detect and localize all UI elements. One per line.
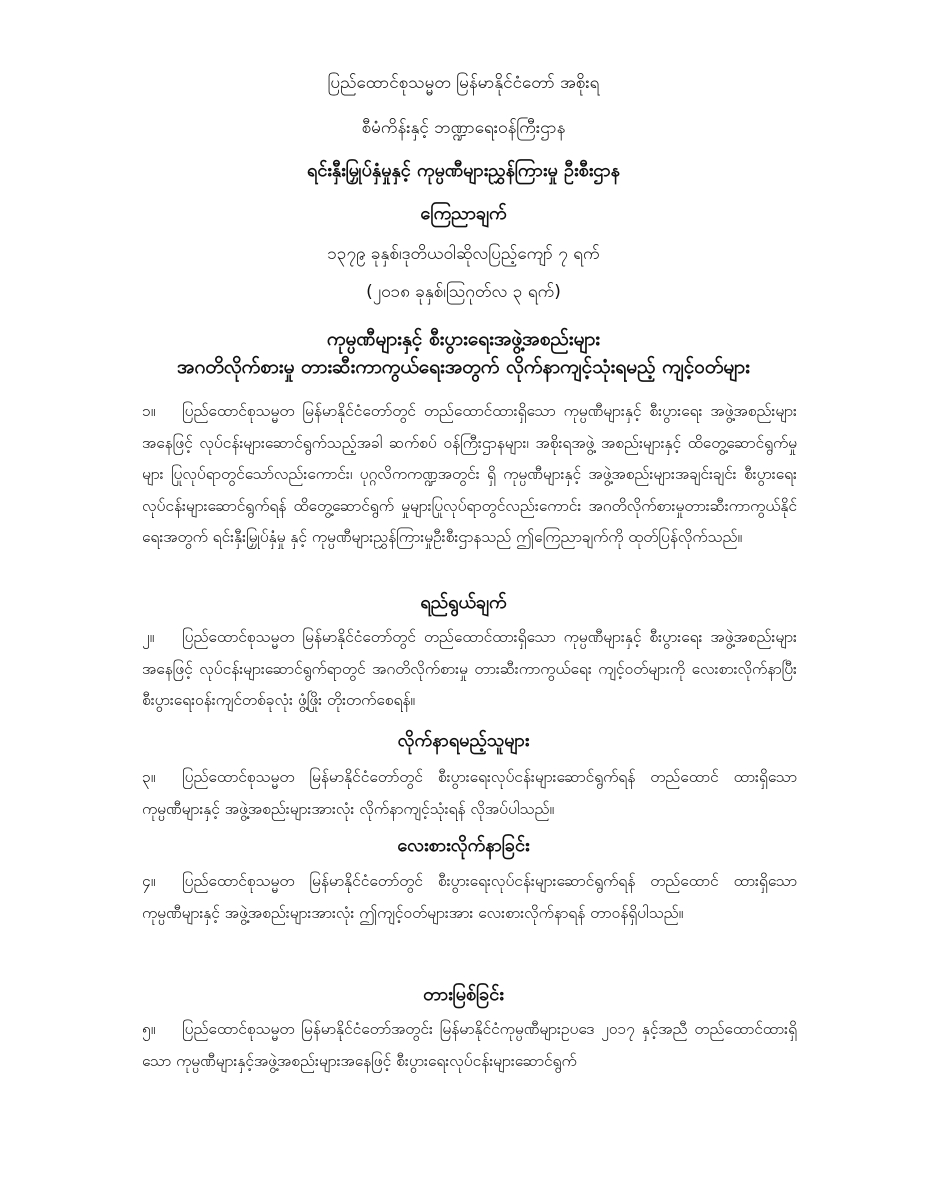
paragraph-5 <box>142 1014 797 1077</box>
paragraph-number: ၃။ <box>142 768 156 786</box>
date-myanmar: ၁၃၇၉ ခုနှစ်၊ဒုတိယဝါဆိုလပြည့်ကျော် ၇ ရက် <box>327 244 600 264</box>
section-heading-prohibition: တားမြစ်ခြင်း <box>423 984 504 1005</box>
document-title-line1: ကုမ္ပဏီများနှင့် စီးပွားရေးအဖွဲ့အစည်းများ <box>326 328 601 350</box>
paragraph-number: ၅။ <box>142 1020 156 1038</box>
header-announcement: ကြေညာချက် <box>420 203 507 224</box>
paragraph-text: ပြည်ထောင်စုသမ္မတ မြန်မာနိုင်ငံတော်တွင် တည်ထောင်ထားရှိသော ကုမ္ပဏီများနှင့် စီးပွားရေး အဖွဲ့အစည်းများအနေဖြင့် လုပ်ငန်းများဆောင်ရွက်ရာတွင် အဂတိလိုက်စားမှု တားဆီးကာကွယ်ရေး ကျင့်ဝတ်များကို လေးစားလိုက်နာပြီး စီးပွားရေးဝန်းကျင်တစ်ခုလုံး ဖွံ့ဖြိုး တိုးတက်စေရန်။ <box>142 628 797 709</box>
paragraph-text: ပြည်ထောင်စုသမ္မတ မြန်မာနိုင်ငံတော်တွင် တည်ထောင်ထားရှိသော ကုမ္ပဏီများနှင့် စီးပွားရေး အဖွဲ့အစည်းများအနေဖြင့် လုပ်ငန်းများဆောင်ရွက်သည့်အခါ ဆက်စပ် ဝန်ကြီးဌာနများ၊ အစိုးရအဖွဲ့ အစည်းများနှင့် ထိတွေ့ဆောင်ရွက်မှုများ ပြုလုပ်ရာတွင်သော်လည်းကောင်း၊ ပုဂ္ဂလိကကဏ္ဍအတွင်း ရှိ ကုမ္ပဏီများနှင့် အဖွဲ့အစည်းများအချင်းချင်း စီးပွားရေးလုပ်ငန်းများဆောင်ရွက်ရန် ထိတွေ့ဆောင်ရွက် မှုများပြုလုပ်ရာတွင်လည်းကောင်း အဂတိလိုက်စားမှုတားဆီးကာကွယ်နိုင်ရေးအတွက် ရင်းနှီးမြှုပ်နှံမှု နှင့် ကုမ္ပဏီများညွှန်ကြားမှုဦးစီးဌာနသည် ဤကြေညာချက်ကို ထုတ်ပြန်လိုက်သည်။ <box>142 402 797 546</box>
paragraph-1 <box>142 396 797 554</box>
section-heading-respecting: လေးစားလိုက်နာခြင်း <box>397 835 530 856</box>
paragraph-number: ၂။ <box>142 628 155 646</box>
date-gregorian: (၂၀၁၈ ခုနှစ်၊ဩဂုတ်လ ၃ ရက်) <box>366 282 561 302</box>
section-heading-who-complies: လိုက်နာရမည့်သူများ <box>397 730 530 751</box>
paragraph-number: ၁။ <box>142 402 156 420</box>
header-department: ရင်းနှီးမြှုပ်နှံမှုနှင့် ကုမ္ပဏီများညွှန်ကြားမှု ဦးစီးဌာန <box>306 160 620 181</box>
paragraph-2 <box>142 622 797 717</box>
header-government: ပြည်ထောင်စုသမ္မတ မြန်မာနိုင်ငံတော် အစိုးရ <box>327 73 600 93</box>
section-heading-objective: ရည်ရွယ်ချက် <box>420 592 507 613</box>
paragraph-3 <box>142 762 797 825</box>
paragraph-text: ပြည်ထောင်စုသမ္မတ မြန်မာနိုင်ငံတော်တွင် စီးပွားရေးလုပ်ငန်းများဆောင်ရွက်ရန် တည်ထောင် ထားရှိသော ကုမ္ပဏီများနှင့် အဖွဲ့အစည်းများအားလုံး လိုက်နာကျင့်သုံးရန် လိုအပ်ပါသည်။ <box>142 768 797 818</box>
document-title-line2: အဂတိလိုက်စားမှု တားဆီးကာကွယ်ရေးအတွက် လိုက်နာကျင့်သုံးရမည့် ကျင့်ဝတ်များ <box>177 356 750 378</box>
header-ministry: စီမံကိန်းနှင့် ဘဏ္ဍာရေးဝန်ကြီးဌာန <box>361 118 566 138</box>
paragraph-4 <box>142 866 797 929</box>
paragraph-text: ပြည်ထောင်စုသမ္မတ မြန်မာနိုင်ငံတော်တွင် စီးပွားရေးလုပ်ငန်းများဆောင်ရွက်ရန် တည်ထောင် ထားရှိသော ကုမ္ပဏီများနှင့် အဖွဲ့အစည်းများအားလုံး ဤကျင့်ဝတ်များအား လေးစားလိုက်နာရန် တာဝန်ရှိပါသည်။ <box>142 872 797 922</box>
paragraph-number: ၄။ <box>142 872 156 890</box>
paragraph-text: ပြည်ထောင်စုသမ္မတ မြန်မာနိုင်ငံတော်အတွင်း မြန်မာနိုင်ငံကုမ္ပဏီများဥပဒေ ၂၀၁၇ နှင့်အညီ တည်ထောင်ထားရှိသော ကုမ္ပဏီများနှင့်အဖွဲ့အစည်းများအနေဖြင့် စီးပွားရေးလုပ်ငန်းများဆောင်ရွက် <box>142 1020 797 1070</box>
